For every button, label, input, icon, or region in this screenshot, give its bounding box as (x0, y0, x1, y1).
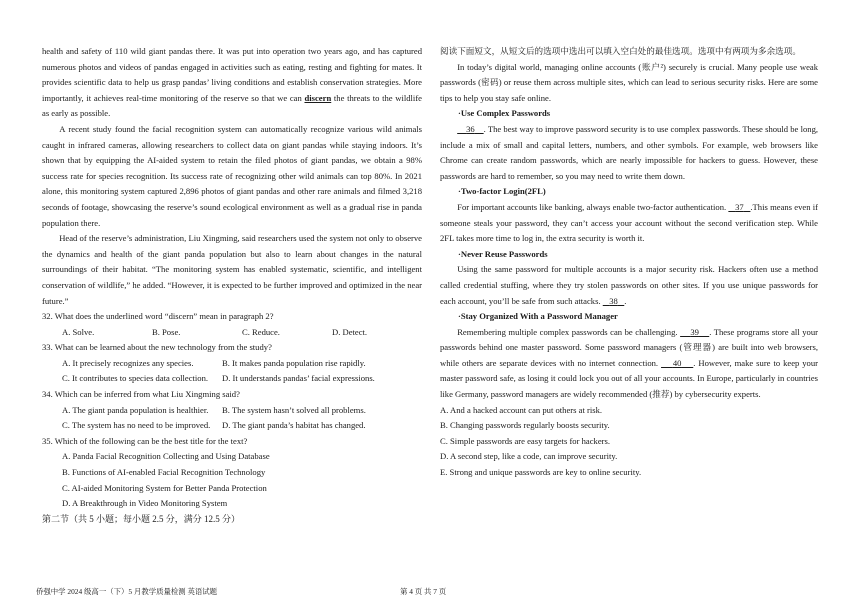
paragraph-39-40: Remembering multiple complex passwords can be challenging. 39 . These programs store all your passwords behind one master password. Some password managers (管理器) are built into web browsers, while others are separate devices with no internet connection. 40 . However, make sure to keep your master password safe, as losing it could lock you out of all your accounts. In Europe, particularly in countries like Germany, password managers are widely recommended (推荐) by cybersecurity experts. (440, 326, 819, 400)
option-b: B. Functions of AI-enabled Facial Recognition Technology (62, 467, 266, 478)
intro-paragraph: In today’s digital world, managing online accounts (账户²) securely is crucial. Many people use weak passwords (密码) or reuse them across multiple sites, which can lead to serious security risks. Here are some tips to help you stay safe online. (440, 61, 818, 103)
option-a: A. Panda Facial Recognition Collecting and Using Database (62, 451, 270, 462)
option-b: B. It makes panda population rise rapidly. (222, 357, 366, 368)
passage-paragraph-2: A recent study found the facial recognition system can automatically recognize various wild animals caught in infrared cameras, allowing researchers to collect data on giant pandas while staying indoors. It’s shown that by equipping the AI-aided system to retain the filed photos of giant pandas, we obtain a 98% success rate for species recognition. Its success rate of recognizing other wild animals can top 80%. In 2021 alone, this monitoring system captured 2,896 photos of giant pandas and other rare animals and filmed 3,218 seconds of footage, showcasing the reserve’s sound ecological environment as well as a gradual rise in panda population there. (42, 123, 422, 228)
blank-39: 39 (690, 326, 699, 337)
choice-d: D. A second step, like a code, can improve security. (440, 451, 618, 462)
option-d: D. A Breakthrough in Video Monitoring System (62, 498, 228, 509)
option-d: D. The giant panda’s habitat has changed. (222, 420, 366, 431)
heading-never-reuse: ·Never Reuse Passwords (458, 248, 548, 259)
option-c: C. The system has no need to be improved. (62, 420, 211, 431)
option-c: C. AI-aided Monitoring System for Better Panda Protection (62, 482, 267, 493)
option-a: A. It precisely recognizes any species. (62, 357, 194, 368)
choice-a: A. And a hacked account can put others at risk. (440, 404, 603, 415)
blank-38: 38 (609, 295, 618, 306)
section-title: 第二节（共 5 小题；每小题 2.5 分，满分 12.5 分） (42, 513, 241, 524)
heading-complex-passwords: ·Use Complex Passwords (458, 108, 551, 119)
question-33-options (42, 356, 422, 387)
footer-page-number: 第 4 页 共 7 页 (400, 587, 447, 596)
paragraph-37: For important accounts like banking, always enable two-factor authentication. 37 .This means even if someone steals your password, they can’t access your account without the second verification step. While 2FL takes more time to log in, the extra security is worth it. (440, 201, 818, 244)
question-33: 33. What can be learned about the new technology from the study? (42, 342, 272, 353)
underlined-word: discern (304, 92, 332, 103)
passage-paragraph-1: health and safety of 110 wild giant pandas there. It was put into operation two years ago, and has captured numerous photos and videos of pandas engaged in activities such as eating, resting and fighting for mates. It provides scientific data to help us grasp pandas’ living conditions and establish conservation strategies. More importantly, it achieves real-time monitoring of the reserve so that we can discern the threats to the wildlife as early as possible. (42, 46, 422, 119)
option-b: B. Pose. (152, 326, 181, 337)
right-column (440, 44, 818, 481)
option-a: A. The giant panda population is healthier. (62, 404, 209, 415)
option-b: B. The system hasn’t solved all problems. (222, 404, 366, 415)
option-d: D. Detect. (332, 326, 368, 337)
blank-40: 40 (672, 357, 682, 368)
option-c: C. Reduce. (242, 326, 280, 337)
paragraph-38: Using the same password for multiple accounts is a major security risk. Hackers often use a method called credential stuffing, where they try stolen passwords on other sites. If you use unique passwords for each account, you’ll be safe from such attacks. 38 . (440, 264, 818, 306)
left-column (42, 44, 422, 527)
option-a: A. Solve. (62, 326, 95, 337)
option-c: C. It contributes to species data collection. (62, 373, 209, 384)
question-32: 32. What does the underlined word “discern” mean in paragraph 2? (42, 311, 274, 322)
option-d: D. It understands pandas’ facial expressions. (222, 373, 375, 384)
blank-36: 36 (466, 123, 475, 134)
choice-c: C. Simple passwords are easy targets for hackers. (440, 435, 610, 446)
question-32-options (42, 325, 422, 341)
passage-paragraph-3: Head of the reserve’s administration, Liu Xingming, said researchers used the system not only to observe the dynamics and health of the giant panda population but also to learn about changes in the natural surroundings of their habitat. “The monitoring system has enabled systematic, scientific, and intelligent conservation of wildlife,” he added. “However, it is expected to be further improved and optimized in the near future.” (42, 233, 422, 306)
question-35: 35. Which of the following can be the best title for the text? (42, 435, 248, 446)
heading-password-manager: ·Stay Organized With a Password Manager (458, 311, 618, 322)
choice-b: B. Changing passwords regularly boosts security. (440, 420, 610, 431)
blank-37: 37 (735, 201, 744, 212)
question-34: 34. Which can be inferred from what Liu Xingming said? (42, 389, 240, 400)
paragraph-36: 36 . The best way to improve password security is to use complex passwords. These should be long, include a mix of small and capital letters, numbers, and other symbols. For example, web browsers like Chrome can create random passwords, which are nearly impossible for hackers to guess. However, these passwords are hard to remember, so you may need to write them down. (440, 123, 819, 181)
choice-e: E. Strong and unique passwords are key to online security. (440, 467, 642, 478)
question-34-options (42, 403, 422, 434)
heading-two-factor: ·Two-factor Login(2FL) (458, 186, 546, 197)
footer-school: 侨强中学 2024 级高一（下）5 月教学质量检测 英语试题 (36, 587, 218, 596)
instructions: 阅读下面短文，从短文后的选项中选出可以填入空白处的最佳选项。选项中有两项为多余选项。 (440, 46, 801, 56)
